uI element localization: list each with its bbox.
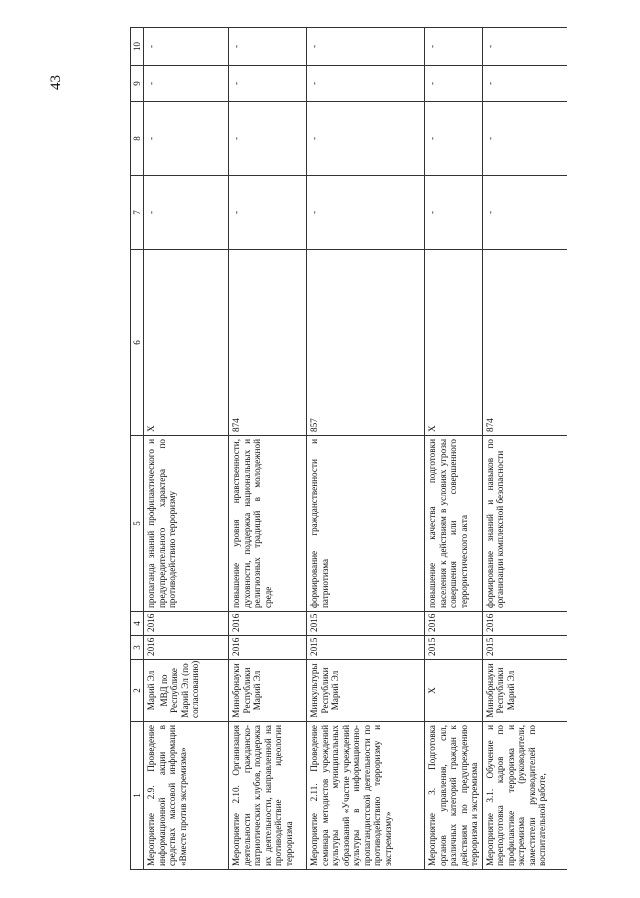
continued-executor: Марий Эл (146, 670, 157, 711)
code-cell: 874 (229, 250, 307, 436)
table-row (307, 28, 425, 870)
measure-cell: Мероприятие 2.11. Проведение семинара методистов учреждений культуры муниципальных образований «Участие учреждений культуры в информационно-пропагандистской деятельности по противодействию терроризму и экстремизму» (307, 722, 425, 870)
value-cell: - (229, 28, 307, 66)
year-start-cell: 2016 (229, 636, 307, 660)
year-start-cell: 2015 (307, 636, 425, 660)
header-cell: 1 (131, 722, 144, 870)
value-cell: - (425, 102, 482, 176)
value-cell: - (307, 176, 425, 250)
value-cell: - (482, 176, 567, 250)
header-cell: 6 (131, 250, 144, 436)
executor-cell: Минобрнауки Республики Марий Эл (229, 660, 307, 722)
measure-cell: Мероприятие 3. Подготовка органов управления, сил, различных категорий граждан к действиям по предупреждению терроризма и экстремизма (425, 722, 482, 870)
value-cell: - (425, 28, 482, 66)
measure-cell: Мероприятие 2.9. Проведение информационной акции в средствах массовой информации «Вместе против экстремизма» (144, 722, 229, 870)
table-row (229, 28, 307, 870)
year-end-cell: 2016 (229, 612, 307, 636)
header-cell: 7 (131, 176, 144, 250)
result-cell: пропаганда знаний профилактического и предупредительного характера по противодействию терроризму (144, 436, 229, 612)
header-row (131, 28, 144, 870)
value-cell: - (144, 176, 229, 250)
executor-cell: Х (425, 660, 482, 722)
value-cell: - (425, 66, 482, 102)
year-end-cell: 2016 (482, 612, 567, 636)
table-row (425, 28, 482, 870)
header-cell: 9 (131, 66, 144, 102)
year-end-cell: 2015 (307, 612, 425, 636)
header-cell: 3 (131, 636, 144, 660)
table-row (482, 28, 567, 870)
value-cell: - (307, 102, 425, 176)
value-cell: - (307, 28, 425, 66)
code-cell: Х (144, 250, 229, 436)
result-cell: формирование гражданственности и патриотизма (307, 436, 425, 612)
year-start-cell: 2016 (144, 636, 229, 660)
header-cell: 5 (131, 436, 144, 612)
value-cell: - (229, 176, 307, 250)
code-cell: 857 (307, 250, 425, 436)
value-cell: - (229, 102, 307, 176)
program-table (130, 27, 567, 870)
value-cell: - (482, 102, 567, 176)
result-cell: повышение уровня нравственности, духовности, поддержка национальных и религиозных традиций в молодежной среде (229, 436, 307, 612)
result-cell: формирование знаний и навыков по организации комплексной безопасности (482, 436, 567, 612)
code-cell: Х (425, 250, 482, 436)
value-cell: - (482, 66, 567, 102)
year-end-cell: 2016 (425, 612, 482, 636)
executor-cell: Минобрнауки Республики Марий Эл (482, 660, 567, 722)
table-row (144, 28, 229, 870)
header-cell: 8 (131, 102, 144, 176)
header-cell: 10 (131, 28, 144, 66)
header-cell: 4 (131, 612, 144, 636)
code-cell: 874 (482, 250, 567, 436)
executor-cell (144, 660, 229, 722)
year-start-cell: 2015 (482, 636, 567, 660)
value-cell: - (307, 66, 425, 102)
executor-cell: Минкультуры Республики Марий Эл (307, 660, 425, 722)
executor-text: МВД по Республике Марий Эл (по согласованию) (158, 660, 201, 718)
value-cell: - (425, 176, 482, 250)
header-cell: 2 (131, 660, 144, 722)
value-cell: - (144, 66, 229, 102)
year-start-cell: 2015 (425, 636, 482, 660)
value-cell: - (144, 102, 229, 176)
year-end-cell: 2016 (144, 612, 229, 636)
measure-cell: Мероприятие 2.10. Организация деятельности гражданско-патриотических клубов, поддержка их деятельности, направленной на противодействие идеологии терроризма (229, 722, 307, 870)
value-cell: - (144, 28, 229, 66)
value-cell: - (229, 66, 307, 102)
value-cell: - (482, 28, 567, 66)
measure-cell: Мероприятие 3.1. Обучение и переподготовка кадров по профилактике терроризма и экстремизма (руководители, заместители руководителей по воспитательной работе, (482, 722, 567, 870)
result-cell: повышение качества подготовки населения к действиям в условиях угрозы совершения или совершенного террористического акта (425, 436, 482, 612)
page-number: 43 (48, 75, 64, 90)
